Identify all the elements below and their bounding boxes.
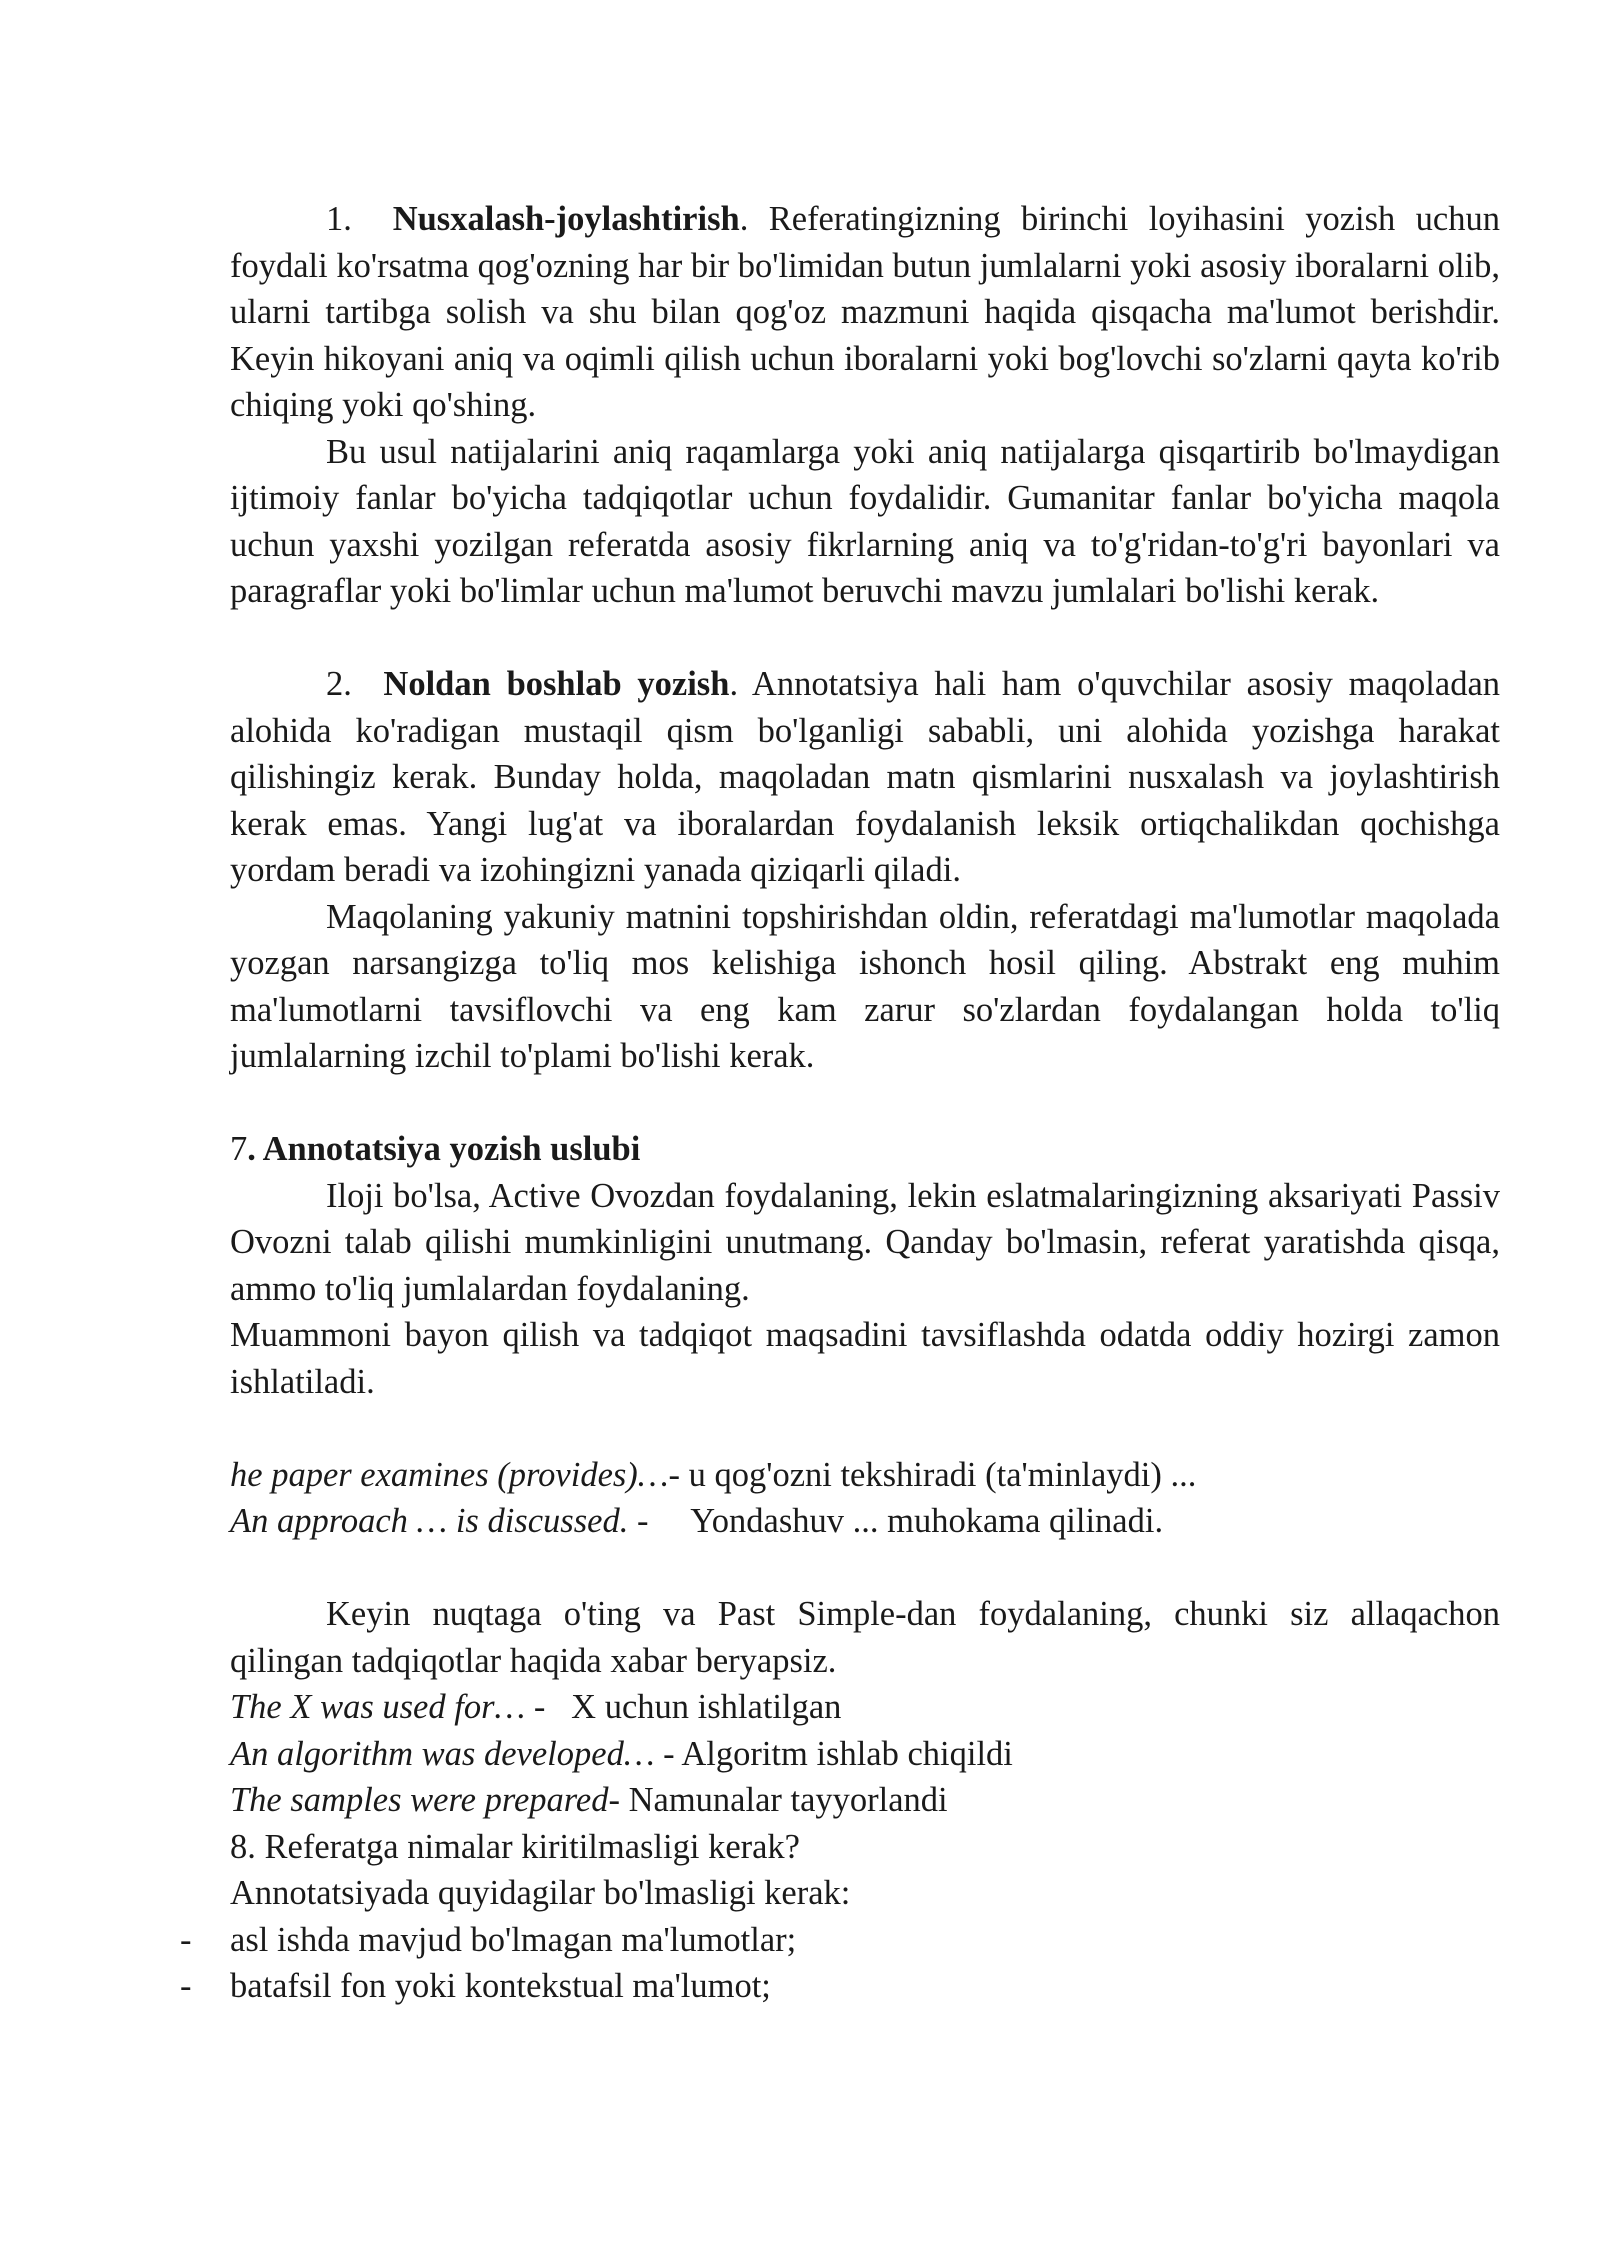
section-7-heading: 7. Annotatsiya yozish uslubi [230, 1130, 641, 1168]
dash-bullet: - [180, 1967, 192, 2005]
example-5 [230, 1777, 1500, 1824]
example-4 [230, 1731, 1500, 1778]
section-7-paragraph-1: Iloji bo'lsa, Active Ovozdan foydalaning, lekin eslatmalaringizning aksariyati Passiv Ovozni talab qilishi mumkinligini unutmang. Qanday bo'lmasin, referat yaratishda qisqa, ammo to'liq jumlalardan foydalaning. [230, 1176, 1500, 1308]
dash-bullet: - [180, 1920, 192, 1959]
example-2-english: An approach … is discussed. [230, 1502, 629, 1540]
document-page [180, 196, 1501, 2010]
section-2-paragraph-2: Maqolaning yakuniy matnini topshirishdan oldin, referatdagi ma'lumotlar maqolada yozgan narsangizga to'liq mos kelishiga ishonch hosil qiling. Abstrakt eng muhim ma'lumotlarni tavsiflovchi va eng kam zarur so'zlardan foydalangan holda to'liq jumlalarning izchil to'plami bo'lishi kerak. [230, 897, 1500, 1075]
example-1 [230, 1452, 1500, 1499]
example-5-uzbek: - Namunalar tayyorlandi [608, 1781, 948, 1819]
example-2-uzbek: - Yondashuv ... muhokama qilinadi. [628, 1502, 1164, 1540]
example-3 [230, 1684, 1500, 1731]
example-4-english: An algorithm was developed… [230, 1734, 655, 1773]
example-2 [230, 1498, 1500, 1545]
section-1-paragraph: 1. Nusxalash-joylashtirish. Referatingizning birinchi loyihasini yozish uchun foydali ko'rsatma qog'ozning har bir bo'limidan butun jumlalarni yoki asosiy iboralarni olib, ularni tartibga solish va shu bilan qog'oz mazmuni haqida qisqacha ma'lumot berishdir. Keyin hikoyani aniq va oqimli qilish uchun iboralarni yoki bog'lovchi so'zlarni qayta ko'rib chiqing yoki qo'shing. [230, 200, 1500, 424]
example-1-english: he paper examines (provides)… [230, 1455, 669, 1494]
example-1-uzbek: - u qog'ozni tekshiradi (ta'minlaydi) ... [668, 1455, 1197, 1494]
spacer [230, 615, 1500, 662]
example-3-uzbek: - X uchun ishlatilgan [533, 1688, 842, 1726]
section-2-title: Noldan boshlab yozish [383, 665, 730, 703]
section-1-body: Referatingizning birinchi loyihasini yozish uchun foydali ko'rsatma qog'ozning har bir bo'limidan butun jumlalarni yoki asosiy iboralarni olib, ularni tartibga solish va shu bilan qog'oz mazmuni haqida qisqacha ma'lumot berishdir. Keyin hikoyani aniq va oqimli qilish uchun iboralarni yoki bog'lovchi so'zlarni qayta ko'rib chiqing yoki qo'shing. [230, 200, 1500, 424]
section-1-number: 1. [326, 200, 352, 238]
example-5-english: The samples were prepared [230, 1781, 609, 1819]
list-item: - batafsil fon yoki kontekstual ma'lumot; [230, 1963, 1500, 2010]
section-2-body: Annotatsiya hali ham o'quvchilar asosiy maqoladan alohida ko'radigan mustaqil qism bo'lganligi sababli, uni alohida yozishga harakat qilishingiz kerak. Bunday holda, maqoladan matn qismlarini nusxalash va joylashtirish kerak emas. Yangi lug'at va iboralardan foydalanish leksik ortiqchalikdan qochishga yordam beradi va izohingizni yanada qiziqarli qiladi. [230, 665, 1501, 889]
example-4-uzbek: - Algoritm ishlab chiqildi [654, 1734, 1013, 1773]
spacer [230, 1545, 1500, 1592]
section-7-paragraph-2: Muammoni bayon qilish va tadqiqot maqsadini tavsiflashda odatda oddiy hozirgi zamon ishlatiladi. [230, 1316, 1500, 1401]
spacer [230, 1080, 1500, 1127]
spacer [230, 1405, 1500, 1452]
example-3-english: The X was used for… [230, 1688, 534, 1726]
section-2-number: 2. [326, 665, 352, 703]
section-7-paragraph-3: Keyin nuqtaga o'ting va Past Simple-dan foydalaning, chunki siz allaqachon qilingan tadqiqotlar haqida xabar beryapsiz. [230, 1595, 1500, 1680]
section-1-paragraph-2: Bu usul natijalarini aniq raqamlarga yoki aniq natijalarga qisqartirib bo'lmaydigan ijtimoiy fanlar bo'yicha tadqiqotlar uchun foydalidir. Gumanitar fanlar bo'yicha maqola uchun yaxshi yozilgan referatda asosiy fikrlarning aniq va to'g'ridan-to'g'ri bayonlari va paragraflar yoki bo'limlar uchun ma'lumot beruvchi mavzu jumlalari bo'lishi kerak. [230, 432, 1500, 610]
section-2-paragraph: 2. Noldan boshlab yozish. Annotatsiya hali ham o'quvchilar asosiy maqoladan alohida ko'radigan mustaqil qism bo'lganligi sababli, uni alohida yozishga harakat qilishingiz kerak. Bunday holda, maqoladan matn qismlarini nusxalash va joylashtirish kerak emas. Yangi lug'at va iboralardan foydalanish leksik ortiqchalikdan qochishga yordam beradi va izohingizni yanada qiziqarli qiladi. [230, 665, 1501, 889]
section-8-intro: Annotatsiyada quyidagilar bo'lmasligi kerak: [230, 1874, 851, 1912]
list-item: - asl ishda mavjud bo'lmagan ma'lumotlar; [230, 1917, 1500, 1964]
section-1-title: Nusxalash-joylashtirish [392, 200, 740, 238]
section-8-heading: 8. Referatga nimalar kiritilmasligi kerak? [230, 1827, 800, 1866]
